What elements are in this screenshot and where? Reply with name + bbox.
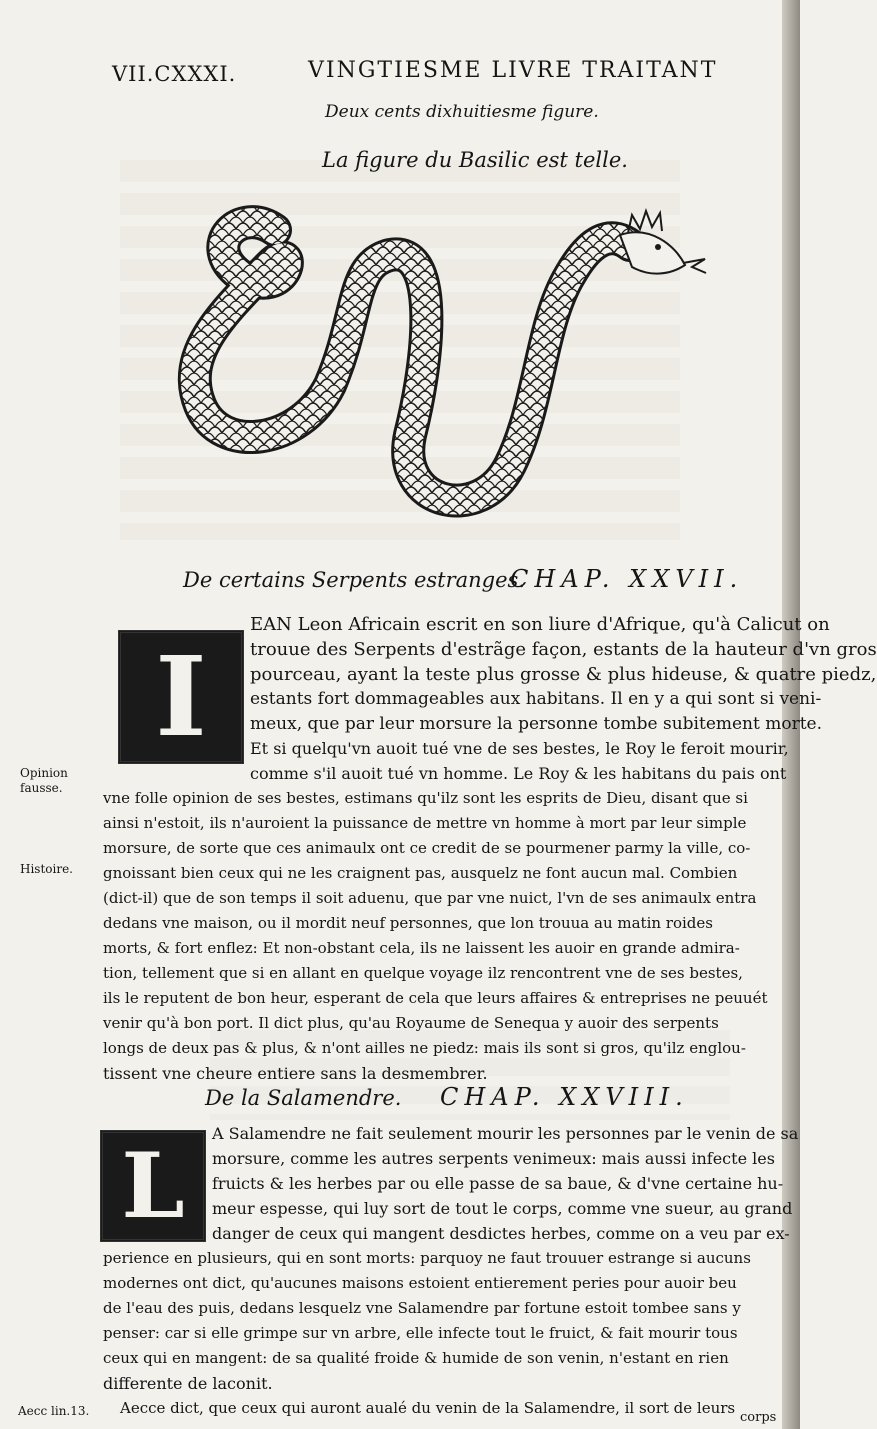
catchword: corps <box>740 1410 777 1425</box>
chapter-28-number: CHAP. XXVIII. <box>440 1083 689 1111</box>
text-line: fruicts & les herbes par ou elle passe de sa baue, & d'vne certaine hu- <box>212 1174 784 1193</box>
text-line: de l'eau des puis, dedans lesquelz vne Salamendre par fortune estoit tombee sans y <box>103 1299 741 1317</box>
text-line: longs de deux pas & plus, & n'ont ailles ne piedz: mais ils sont si gros, qu'ilz englou- <box>103 1039 746 1057</box>
text-line: ceux qui en mangent: de sa qualité froide & humide de son venin, n'estant en rien <box>103 1349 729 1367</box>
text-line: morsure, comme les autres serpents venimeux: mais aussi infecte les <box>212 1149 775 1168</box>
text-line: gnoissant bien ceux qui ne les craignent pas, ausquelz ne font aucun mal. Combien <box>103 864 738 882</box>
text-line: EAN Leon Africain escrit en son liure d'Afrique, qu'à Calicut on <box>250 614 830 635</box>
text-line: venir qu'à bon port. Il dict plus, qu'au Royaume de Senequa y auoir des serpents <box>103 1014 719 1032</box>
text-line: meur espesse, qui luy sort de tout le corps, comme vne sueur, au grand <box>212 1199 793 1218</box>
text-line: Et si quelqu'vn auoit tué vne de ses bestes, le Roy le feroit mourir, <box>250 739 789 758</box>
text-line: morsure, de sorte que ces animaulx ont ce credit de se pourmener parmy la ville, co- <box>103 839 751 857</box>
text-line: estants fort dommageables aux habitans. Il en y a qui sont si veni- <box>250 689 822 709</box>
text-line: morts, & fort enflez: Et non-obstant cela, ils ne laissent les auoir en grande admira- <box>103 939 740 957</box>
text-line: differente de laconit. <box>103 1374 273 1393</box>
text-line: vne folle opinion de ses bestes, estimans qu'ilz sont les esprits de Dieu, disant que si <box>103 789 748 807</box>
text-line: ils le reputent de bon heur, esperant de cela que leurs affaires & entreprises ne peuuét <box>103 989 768 1007</box>
text-line: pourceau, ayant la teste plus grosse & plus hideuse, & quatre piedz, <box>250 664 877 685</box>
text-line: dedans vne maison, ou il mordit neuf personnes, que lon trouua au matin roides <box>103 914 713 932</box>
margin-note-opinion: Opinion fausse. <box>20 766 68 795</box>
text-line: (dict-il) que de son temps il soit aduenu, que par vne nuict, l'vn de ses animaulx entra <box>103 889 757 907</box>
text-line: comme s'il auoit tué vn homme. Le Roy & les habitans du pais ont <box>250 764 787 783</box>
text-line: danger de ceux qui mangent desdictes herbes, comme on a veu par ex- <box>212 1224 790 1243</box>
text-line: ainsi n'estoit, ils n'auroient la puissance de mettre vn homme à mort par leur simple <box>103 814 747 832</box>
decorated-initial-l <box>100 1130 206 1242</box>
text-line: meux, que par leur morsure la personne tombe subitement morte. <box>250 714 823 734</box>
text-line: tion, tellement que si en allant en quelque voyage ilz rencontrent vne de ses bestes, <box>103 964 743 982</box>
text-line: tissent vne cheure entiere sans la desmembrer. <box>103 1064 488 1083</box>
decorated-initial-i <box>118 630 244 764</box>
text-line: perience en plusieurs, qui en sont morts: parquoy ne faut trouuer estrange si aucuns <box>103 1249 751 1267</box>
text-line: A Salamendre ne fait seulement mourir les personnes par le venin de sa <box>212 1124 799 1143</box>
margin-note-histoire: Histoire. <box>20 862 73 876</box>
initial-letter: I <box>155 632 207 761</box>
chapter-27-title: De certains Serpents estranges. <box>183 568 526 592</box>
text-line: trouue des Serpents d'estrãge façon, estants de la hauteur d'vn gros <box>250 639 877 660</box>
figure-title: La figure du Basilic est telle. <box>322 148 628 172</box>
text-line: Aecce dict, que ceux qui auront aualé du venin de la Salamendre, il sort de leurs <box>120 1399 736 1417</box>
chapter-27-number: CHAP. XXVII. <box>510 565 744 593</box>
text-line: penser: car si elle grimpe sur vn arbre, elle infecte tout le fruict, & fait mourir tous <box>103 1324 738 1342</box>
folio-number: VII.CXXXI. <box>112 62 237 86</box>
initial-letter: L <box>121 1133 185 1239</box>
running-title: VINGTIESME LIVRE TRAITANT <box>308 58 718 83</box>
figure-number: Deux cents dixhuitiesme figure. <box>325 102 599 122</box>
chapter-28-title: De la Salamendre. <box>205 1086 402 1110</box>
margin-note-aecce: Aecc lin.13. <box>18 1404 90 1418</box>
serpent-basilisk-icon <box>180 205 710 525</box>
text-line: modernes ont dict, qu'aucunes maisons estoient entierement peries pour auoir beu <box>103 1274 737 1292</box>
